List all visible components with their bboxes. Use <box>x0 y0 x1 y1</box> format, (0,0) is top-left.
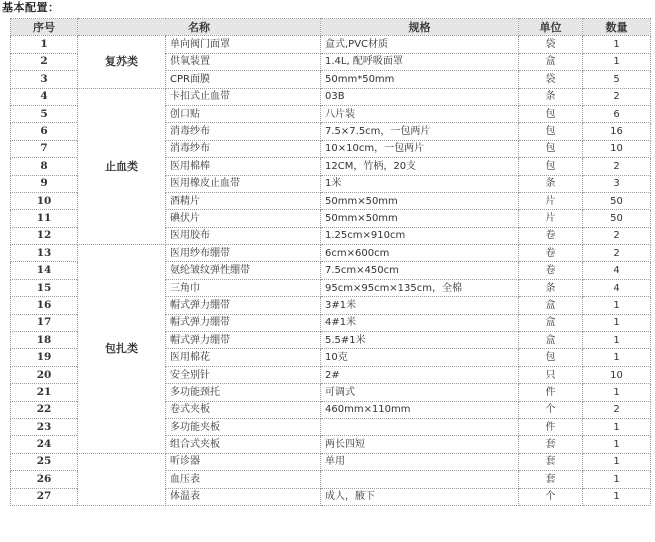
item-spec: 1米 <box>321 175 519 192</box>
col-header-index: 序号 <box>11 19 78 36</box>
item-spec: 50mm×50mm <box>321 210 519 227</box>
row-index: 15 <box>11 279 78 296</box>
item-qty: 4 <box>583 279 651 296</box>
table-row <box>11 36 651 53</box>
category-cell <box>78 453 166 505</box>
item-unit: 套 <box>519 471 583 488</box>
category-cell: 包扎类 <box>78 245 166 454</box>
item-qty: 2 <box>583 245 651 262</box>
table-row <box>11 453 651 470</box>
item-qty: 1 <box>583 53 651 70</box>
item-unit: 袋 <box>519 71 583 88</box>
row-index: 13 <box>11 245 78 262</box>
item-unit: 盒 <box>519 53 583 70</box>
item-unit: 盒 <box>519 314 583 331</box>
item-unit: 片 <box>519 192 583 209</box>
item-unit: 包 <box>519 123 583 140</box>
row-index: 2 <box>11 53 78 70</box>
item-unit: 片 <box>519 210 583 227</box>
item-name: 医用胶布 <box>166 227 321 244</box>
item-name: 多功能颈托 <box>166 384 321 401</box>
row-index: 5 <box>11 105 78 122</box>
row-index: 6 <box>11 123 78 140</box>
item-qty: 1 <box>583 384 651 401</box>
item-qty: 2 <box>583 88 651 105</box>
item-qty: 50 <box>583 210 651 227</box>
item-unit: 条 <box>519 88 583 105</box>
col-header-qty: 数量 <box>583 19 651 36</box>
item-spec: 3#1米 <box>321 297 519 314</box>
item-name: 三角巾 <box>166 279 321 296</box>
item-qty: 1 <box>583 453 651 470</box>
item-spec: 2# <box>321 366 519 383</box>
col-header-name: 名称 <box>78 19 321 36</box>
item-qty: 2 <box>583 401 651 418</box>
row-index: 27 <box>11 488 78 505</box>
row-index: 17 <box>11 314 78 331</box>
row-index: 11 <box>11 210 78 227</box>
item-unit: 包 <box>519 158 583 175</box>
item-unit: 包 <box>519 140 583 157</box>
item-name: 多功能夹板 <box>166 418 321 435</box>
item-unit: 条 <box>519 175 583 192</box>
item-spec: 成人，腋下 <box>321 488 519 505</box>
item-name: CPR面膜 <box>166 71 321 88</box>
category-cell: 止血类 <box>78 88 166 245</box>
row-index: 8 <box>11 158 78 175</box>
item-name: 血压表 <box>166 471 321 488</box>
item-qty: 10 <box>583 140 651 157</box>
item-name: 酒精片 <box>166 192 321 209</box>
row-index: 20 <box>11 366 78 383</box>
item-name: 医用橡皮止血带 <box>166 175 321 192</box>
item-spec: 4#1米 <box>321 314 519 331</box>
item-qty: 6 <box>583 105 651 122</box>
page-title: 基本配置： <box>2 1 60 14</box>
row-index: 9 <box>11 175 78 192</box>
item-spec: 7.5×7.5cm，一包两片 <box>321 123 519 140</box>
item-qty: 1 <box>583 418 651 435</box>
item-qty: 3 <box>583 175 651 192</box>
item-unit: 个 <box>519 401 583 418</box>
item-spec: 12CM，竹柄，20支 <box>321 158 519 175</box>
item-qty: 10 <box>583 366 651 383</box>
table-header <box>11 19 651 36</box>
category-cell: 复苏类 <box>78 36 166 88</box>
item-qty: 1 <box>583 488 651 505</box>
item-name: 组合式夹板 <box>166 436 321 453</box>
row-index: 10 <box>11 192 78 209</box>
row-index: 12 <box>11 227 78 244</box>
item-spec: 八片装 <box>321 105 519 122</box>
item-qty: 2 <box>583 158 651 175</box>
item-qty: 16 <box>583 123 651 140</box>
item-spec <box>321 418 519 435</box>
item-qty: 5 <box>583 71 651 88</box>
item-unit: 包 <box>519 105 583 122</box>
item-unit: 袋 <box>519 36 583 53</box>
col-header-spec: 规格 <box>321 19 519 36</box>
row-index: 21 <box>11 384 78 401</box>
item-name: 帽式弹力绷带 <box>166 332 321 349</box>
item-name: 碘伏片 <box>166 210 321 227</box>
item-spec <box>321 471 519 488</box>
row-index: 19 <box>11 349 78 366</box>
item-spec: 可调式 <box>321 384 519 401</box>
item-unit: 盒 <box>519 297 583 314</box>
item-name: 医用纱布绷带 <box>166 245 321 262</box>
item-qty: 4 <box>583 262 651 279</box>
item-unit: 包 <box>519 349 583 366</box>
item-spec: 10克 <box>321 349 519 366</box>
item-qty: 1 <box>583 349 651 366</box>
table-row <box>11 245 651 262</box>
item-name: 创口贴 <box>166 105 321 122</box>
row-index: 22 <box>11 401 78 418</box>
row-index: 4 <box>11 88 78 105</box>
item-name: 卷式夹板 <box>166 401 321 418</box>
item-qty: 1 <box>583 436 651 453</box>
item-name: 帽式弹力绷带 <box>166 314 321 331</box>
item-name: 帽式弹力绷带 <box>166 297 321 314</box>
row-index: 18 <box>11 332 78 349</box>
row-index: 23 <box>11 418 78 435</box>
item-unit: 件 <box>519 384 583 401</box>
item-unit: 盒 <box>519 332 583 349</box>
row-index: 1 <box>11 36 78 53</box>
item-unit: 卷 <box>519 245 583 262</box>
header-row <box>11 19 651 36</box>
item-spec: 50mm*50mm <box>321 71 519 88</box>
item-name: 供氧装置 <box>166 53 321 70</box>
item-spec: 1.25cm×910cm <box>321 227 519 244</box>
row-index: 7 <box>11 140 78 157</box>
item-qty: 50 <box>583 192 651 209</box>
row-index: 3 <box>11 71 78 88</box>
item-name: 氨纶皱纹弹性绷带 <box>166 262 321 279</box>
item-name: 听诊器 <box>166 453 321 470</box>
table-body <box>11 36 651 506</box>
table-row <box>11 88 651 105</box>
item-spec: 7.5cm×450cm <box>321 262 519 279</box>
item-spec: 5.5#1米 <box>321 332 519 349</box>
config-table <box>10 18 651 506</box>
item-unit: 套 <box>519 453 583 470</box>
row-index: 16 <box>11 297 78 314</box>
row-index: 14 <box>11 262 78 279</box>
item-unit: 只 <box>519 366 583 383</box>
item-qty: 2 <box>583 227 651 244</box>
item-spec: 10×10cm，一包两片 <box>321 140 519 157</box>
item-unit: 个 <box>519 488 583 505</box>
item-unit: 卷 <box>519 262 583 279</box>
item-unit: 条 <box>519 279 583 296</box>
item-name: 体温表 <box>166 488 321 505</box>
item-spec: 单用 <box>321 453 519 470</box>
col-header-unit: 单位 <box>519 19 583 36</box>
item-spec: 50mm×50mm <box>321 192 519 209</box>
item-qty: 1 <box>583 471 651 488</box>
item-qty: 1 <box>583 297 651 314</box>
item-name: 单向阀门面罩 <box>166 36 321 53</box>
item-name: 消毒纱布 <box>166 123 321 140</box>
item-unit: 卷 <box>519 227 583 244</box>
item-spec: 6cm×600cm <box>321 245 519 262</box>
item-name: 消毒纱布 <box>166 140 321 157</box>
item-name: 医用棉棒 <box>166 158 321 175</box>
row-index: 26 <box>11 471 78 488</box>
item-spec: 两长四短 <box>321 436 519 453</box>
item-unit: 件 <box>519 418 583 435</box>
row-index: 25 <box>11 453 78 470</box>
item-name: 安全别针 <box>166 366 321 383</box>
item-spec: 95cm×95cm×135cm，全棉 <box>321 279 519 296</box>
item-name: 卡扣式止血带 <box>166 88 321 105</box>
item-spec: 盒式,PVC材质 <box>321 36 519 53</box>
item-spec: 460mm×110mm <box>321 401 519 418</box>
item-qty: 1 <box>583 314 651 331</box>
row-index: 24 <box>11 436 78 453</box>
item-spec: 1.4L, 配呼吸面罩 <box>321 53 519 70</box>
item-spec: 03B <box>321 88 519 105</box>
item-name: 医用棉花 <box>166 349 321 366</box>
item-unit: 套 <box>519 436 583 453</box>
item-qty: 1 <box>583 36 651 53</box>
item-qty: 1 <box>583 332 651 349</box>
